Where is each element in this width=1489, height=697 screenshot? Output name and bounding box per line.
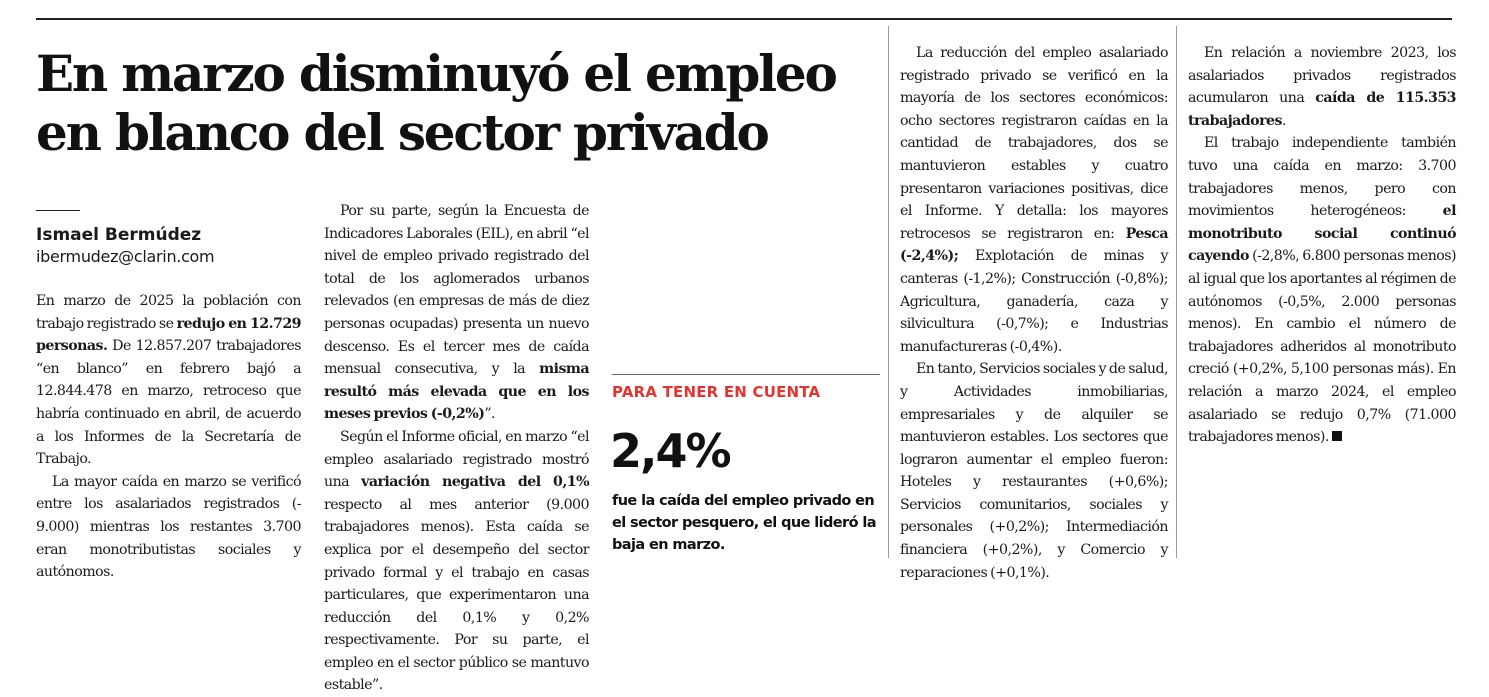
callout-label: PARA TENER EN CUENTA bbox=[612, 383, 821, 401]
paragraph: En marzo de 2025 la población con trabajo registrado se redujo en 12.729 personas. De 12.857.207 trabajadores “en blanco” en febrero bajó a 12.844.478 en marzo, retroceso que habría continuado en abril, de acuerdo a los Informes de la Secretaría de Trabajo. bbox=[36, 293, 301, 468]
paragraph: El trabajo independiente también tuvo una caída en marzo: 3.700 trabajadores menos, pero con movimientos heterogéneos: el monotributo social continuó cayendo (-2,8%, 6.800 personas menos) al igual que los aportantes al régimen de autónomos (-0,5%, 2.000 personas menos). En cambio el número de trabajadores adheridos al monotributo creció (+0,2%, 5,100 personas más). En relación a marzo 2024, el empleo asalariado se redujo 0,7% (71.000 trabajadores menos). bbox=[1188, 135, 1456, 446]
callout-figure: 2,4% bbox=[610, 424, 730, 478]
top-rule bbox=[36, 18, 1452, 20]
author-email[interactable]: ibermudez@clarin.com bbox=[36, 247, 215, 266]
paragraph: En tanto, Servicios sociales y de salud, y Actividades inmobiliarias, empresariales y de alquiler se mantuvieron estables. Los sectores que lograron aumentar el empleo fueron: Hoteles y restaurantes (+0,6%); Servicios comunitarios, sociales y personales (+0,2%); Intermediación financiera (+0,2%), y Comercio y reparaciones (+0,1%). bbox=[900, 361, 1168, 581]
paragraph: La mayor caída en marzo se verificó entre los asalariados registrados (- 9.000) mientras los restantes 3.700 eran monotributistas sociales y autónomos. bbox=[36, 473, 301, 581]
article-column-2 bbox=[324, 200, 589, 697]
callout-text: fue la caída del empleo privado en el sector pesquero, el que lideró la baja en marzo. bbox=[612, 493, 876, 553]
article-column-5 bbox=[1188, 42, 1456, 449]
paragraph: Por su parte, según la Encuesta de Indicadores Laborales (EIL), en abril “el nivel de empleo privado registrado del total de los aglomerados urbanos relevados (en empresas de más de diez personas ocupadas) presenta un nuevo descenso. Es el tercer mes de caída mensual consecutiva, y la misma resultó más elevada que en los meses previos (-0,2%)”. bbox=[324, 203, 589, 423]
article-column-1 bbox=[36, 290, 301, 584]
paragraph: En relación a noviembre 2023, los asalariados privados registrados acumularon una caída de 115.353 trabajadores. bbox=[1188, 45, 1456, 129]
byline-rule bbox=[36, 210, 80, 211]
column-divider bbox=[1176, 26, 1177, 558]
paragraph: La reducción del empleo asalariado registrado privado se verificó en la mayoría de los sectores económicos: ocho sectores registraron caídas en la cantidad de trabajadores, dos se mantuvieron estables y cuatro presentaron variaciones positivas, dice el Informe. Y detalla: los mayores retrocesos se registraron en: Pesca (-2,4%); Explotación de minas y canteras (-1,2%); Construcción (-0,8%); Agricultura, ganadería, caza y silvicultura (-0,7%); e Industrias manufactureras (-0,4%). bbox=[900, 45, 1168, 355]
column-divider bbox=[888, 26, 889, 558]
callout-rule bbox=[612, 374, 880, 375]
headline: En marzo disminuyó el empleo en blanco del sector privado bbox=[36, 44, 836, 162]
article-column-4 bbox=[900, 42, 1168, 584]
end-mark bbox=[1332, 431, 1342, 441]
author-name: Ismael Bermúdez bbox=[36, 225, 202, 245]
paragraph: Según el Informe oficial, en marzo “el empleo asalariado registrado mostró una variación negativa del 0,1% respecto al mes anterior (9.000 trabajadores menos). Esta caída se explica por el desempeño del sector privado formal y el trabajo en casas particulares, que experimentaron una reducción del 0,1% y 0,2% respectivamente. Por su parte, el empleo en el sector público se mantuvo estable”. bbox=[324, 428, 590, 694]
